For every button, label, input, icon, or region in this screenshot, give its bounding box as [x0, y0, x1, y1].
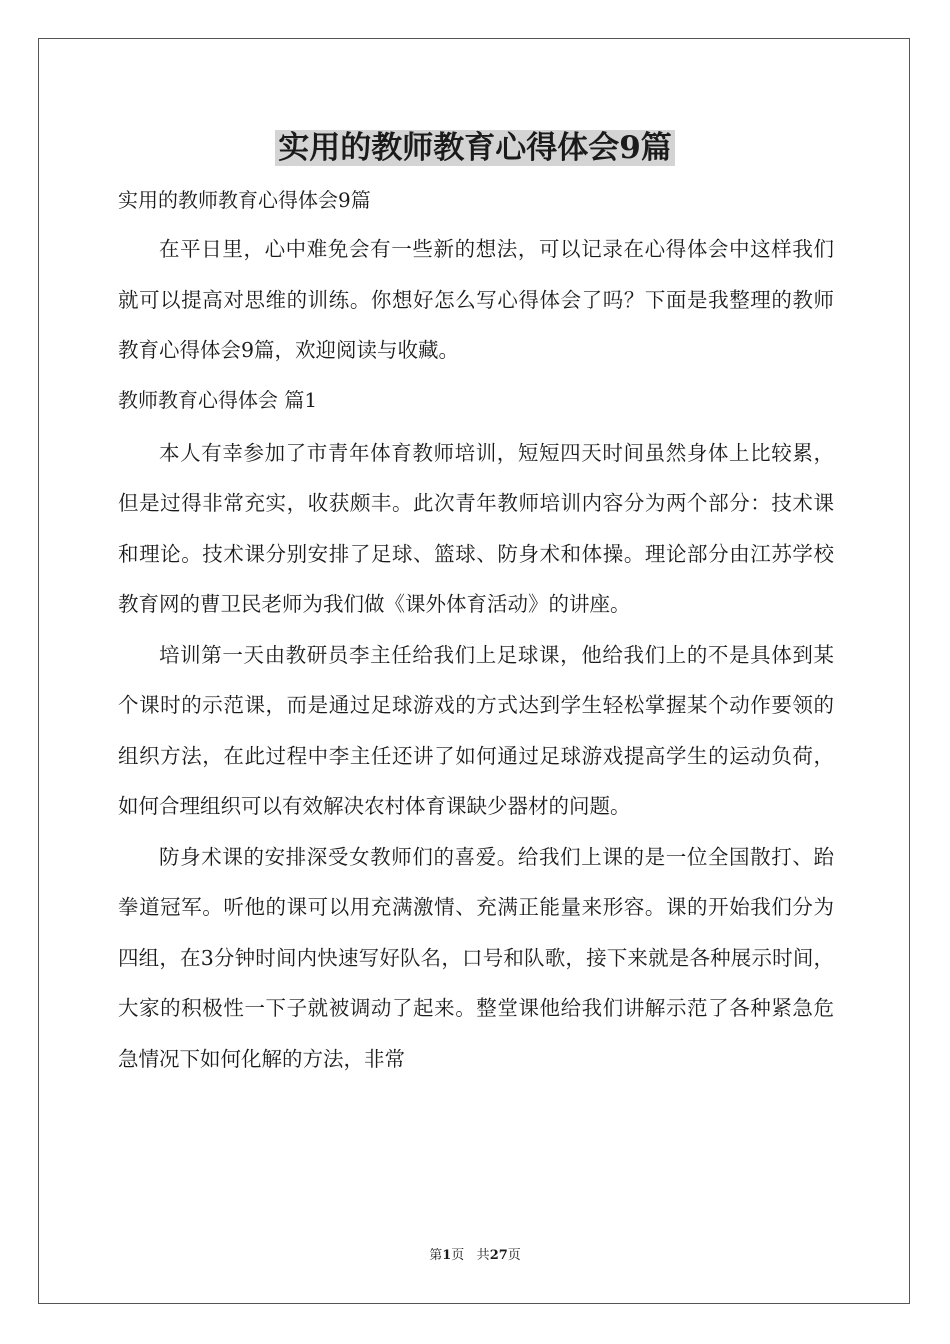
document-subtitle: 实用的教师教育心得体会9篇 [118, 188, 371, 212]
section-heading: 教师教育心得体会 篇1 [118, 387, 318, 412]
total-suffix: 页 [507, 1248, 521, 1263]
body-paragraph: 本人有幸参加了市青年体育教师培训，短短四天时间虽然身体上比较累，但是过得非常充实，收获颇丰。此次青年教师培训内容分为两个部分：技术课和理论。技术课分别安排了足球、篮球、防身术和体操。理论部分由江苏学校教育网的曹卫民老师为我们做《课外体育活动》的讲座。 [118, 440, 834, 616]
page-prefix: 第 [429, 1248, 443, 1263]
document-title-text: 实用的教师教育心得体会9篇 [275, 130, 675, 166]
intro-paragraph: 在平日里，心中难免会有一些新的想法，可以记录在心得体会中这样我们就可以提高对思维的训练。你想好怎么写心得体会了吗？下面是我整理的教师教育心得体会9篇，欢迎阅读与收藏。 [118, 237, 834, 362]
document-body [118, 180, 834, 1084]
document-title [0, 126, 950, 170]
body-paragraph: 防身术课的安排深受女教师们的喜爱。给我们上课的是一位全国散打、跆拳道冠军。听他的课可以用充满激情、充满正能量来形容。课的开始我们分为四组，在3分钟时间内快速写好队名，口号和队歌，接下来就是各种展示时间，大家的积极性一下子就被调动了起来。整堂课他给我们讲解示范了各种紧急危急情况下如何化解的方法，非常 [118, 844, 834, 1071]
page-suffix: 页 [451, 1248, 465, 1263]
current-page-number: 1 [442, 1248, 452, 1263]
page-footer [0, 1248, 950, 1264]
body-paragraph: 培训第一天由教研员李主任给我们上足球课，他给我们上的不是具体到某个课时的示范课，而是通过足球游戏的方式达到学生轻松掌握某个动作要领的组织方法，在此过程中李主任还讲了如何通过足球游戏提高学生的运动负荷，如何合理组织可以有效解决农村体育课缺少器材的问题。 [118, 642, 834, 818]
total-prefix: 共 [476, 1248, 490, 1263]
total-page-count: 27 [489, 1248, 508, 1263]
